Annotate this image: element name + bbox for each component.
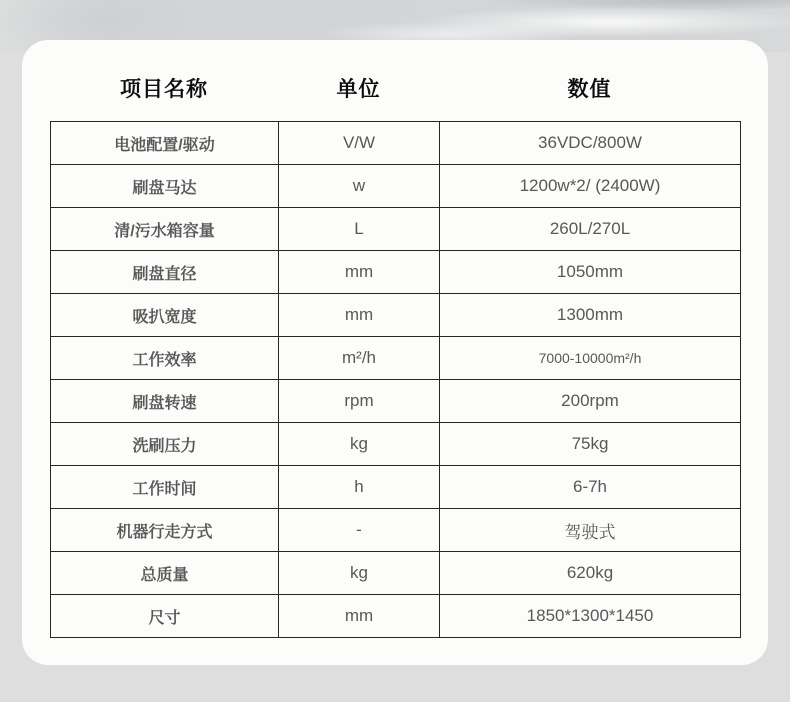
spec-value: 620kg [440, 552, 741, 595]
table-row [51, 208, 741, 251]
spec-value: 36VDC/800W [440, 122, 741, 165]
table-row [51, 165, 741, 208]
spec-item-name: 刷盘直径 [51, 251, 279, 294]
table-row [51, 337, 741, 380]
spec-unit: - [279, 509, 440, 552]
spec-unit: mm [279, 294, 440, 337]
spec-value: 1200w*2/ (2400W) [440, 165, 741, 208]
spec-unit: h [279, 466, 440, 509]
spec-table-body [51, 122, 741, 638]
spec-table [50, 121, 741, 638]
table-row [51, 595, 741, 638]
spec-value: 75kg [440, 423, 741, 466]
spec-value: 200rpm [440, 380, 741, 423]
spec-value: 7000-10000m²/h [440, 337, 741, 380]
spec-item-name: 刷盘转速 [51, 380, 279, 423]
column-header-item-name: 项目名称 [120, 77, 208, 101]
table-row [51, 423, 741, 466]
spec-unit: mm [279, 251, 440, 294]
column-header-value: 数值 [567, 77, 612, 101]
table-row [51, 466, 741, 509]
spec-unit: m²/h [279, 337, 440, 380]
spec-value: 1050mm [440, 251, 741, 294]
spec-item-name: 刷盘马达 [51, 165, 279, 208]
table-row [51, 380, 741, 423]
spec-unit: rpm [279, 380, 440, 423]
spec-item-name: 总质量 [51, 552, 279, 595]
spec-value: 1300mm [440, 294, 741, 337]
spec-item-name: 工作效率 [51, 337, 279, 380]
spec-card [22, 40, 768, 665]
spec-unit: L [279, 208, 440, 251]
spec-value: 驾驶式 [440, 509, 741, 552]
spec-item-name: 清/污水箱容量 [51, 208, 279, 251]
table-row [51, 509, 741, 552]
table-row [51, 552, 741, 595]
table-row [51, 294, 741, 337]
spec-unit: kg [279, 423, 440, 466]
spec-item-name: 机器行走方式 [51, 509, 279, 552]
spec-value: 260L/270L [440, 208, 741, 251]
spec-unit: w [279, 165, 440, 208]
table-row [51, 251, 741, 294]
spec-item-name: 洗刷压力 [51, 423, 279, 466]
spec-table-header [22, 40, 768, 121]
spec-item-name: 尺寸 [51, 595, 279, 638]
column-header-unit: 单位 [336, 77, 381, 101]
spec-item-name: 电池配置/驱动 [51, 122, 279, 165]
spec-unit: kg [279, 552, 440, 595]
spec-unit: mm [279, 595, 440, 638]
spec-item-name: 吸扒宽度 [51, 294, 279, 337]
spec-unit: V/W [279, 122, 440, 165]
spec-value: 6-7h [440, 466, 741, 509]
spec-item-name: 工作时间 [51, 466, 279, 509]
table-row [51, 122, 741, 165]
spec-value: 1850*1300*1450 [440, 595, 741, 638]
